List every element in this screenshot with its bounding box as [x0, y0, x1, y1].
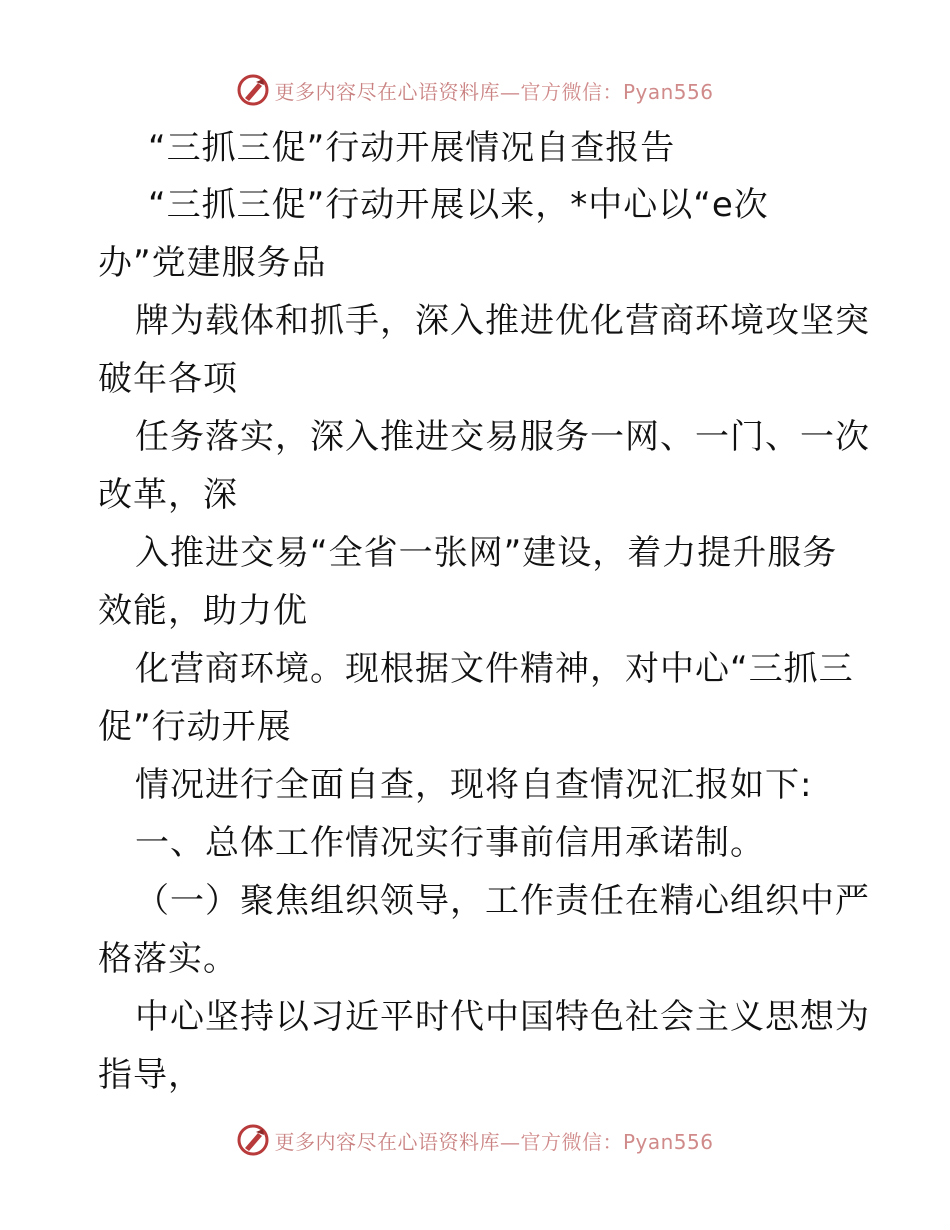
footer-wechat-text: 官方微信：Pyan556 [520, 1129, 714, 1154]
paragraph-line: 破年各项 [98, 359, 238, 399]
paragraph-line: 指导， [98, 1055, 203, 1095]
document-title: “三抓三促”行动开展情况自查报告 [148, 128, 676, 168]
section-heading: 一、总体工作情况实行事前信用承诺制。 [135, 823, 765, 863]
pen-logo-icon [236, 73, 270, 107]
subsection-heading: （一）聚焦组织领导，工作责任在精心组织中严 [135, 881, 870, 921]
footer-banner-text: 更多内容尽在心语资料库— [274, 1129, 521, 1154]
paragraph-line: “三抓三促”行动开展以来，*中心以“e次 [148, 185, 769, 225]
paragraph-line: 中心坚持以习近平时代中国特色社会主义思想为 [135, 997, 870, 1037]
paragraph-line: 入推进交易“全省一张网”建设，着力提升服务 [135, 533, 838, 573]
paragraph-line: 效能，助力优 [98, 591, 308, 631]
footer-watermark-banner [0, 1120, 950, 1160]
paragraph-line: 格落实。 [98, 939, 238, 979]
paragraph-line: 化营商环境。现根据文件精神，对中心“三抓三 [135, 649, 854, 689]
paragraph-line: 促”行动开展 [98, 707, 292, 747]
paragraph-line: 牌为载体和抓手，深入推进优化营商环境攻坚突 [135, 301, 870, 341]
header-watermark-banner [0, 70, 950, 110]
paragraph-line: 办”党建服务品 [98, 243, 327, 283]
paragraph-line: 任务落实，深入推进交易服务一网、一门、一次 [135, 417, 870, 457]
paragraph-line: 情况进行全面自查，现将自查情况汇报如下: [135, 765, 813, 805]
header-banner-text: 更多内容尽在心语资料库— [274, 79, 521, 104]
header-wechat-text: 官方微信：Pyan556 [520, 79, 714, 104]
pen-logo-icon [236, 1123, 270, 1157]
paragraph-line: 改革，深 [98, 475, 238, 515]
